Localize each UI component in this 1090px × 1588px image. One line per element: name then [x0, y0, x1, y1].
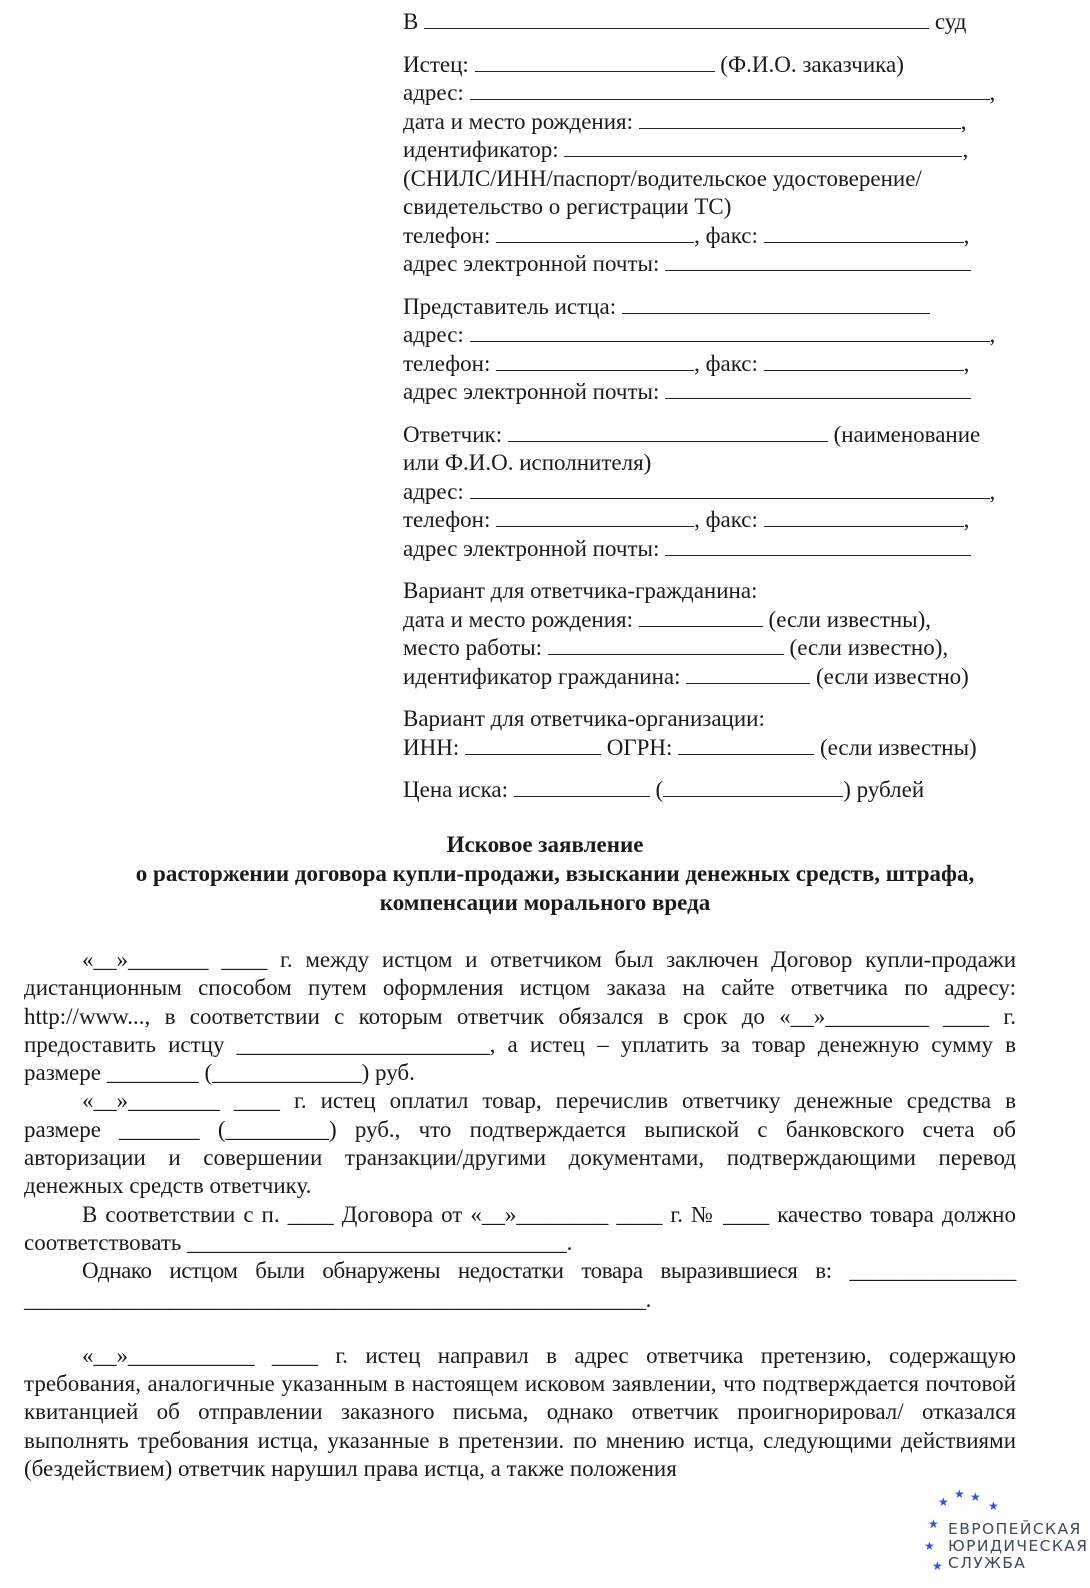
citizen-work-line: [403, 634, 1023, 663]
star-icon: ★: [932, 1559, 943, 1573]
representative-label: Представитель истца:: [403, 293, 617, 319]
star-icon: ★: [988, 1499, 999, 1513]
court-prefix: В: [403, 9, 419, 34]
citizen-id-label: идентификатор гражданина:: [403, 663, 681, 689]
plaintiff-address-line: [403, 79, 1023, 108]
plaintiff-id-line: [403, 136, 1023, 165]
defendant-address-field[interactable]: [470, 480, 990, 499]
comma: ,: [963, 222, 970, 248]
plaintiff-email-field[interactable]: [665, 252, 971, 271]
citizen-birth-label: дата и место рождения:: [403, 606, 634, 632]
plaintiff-note: (Ф.И.О. заказчика): [720, 51, 904, 77]
comma: ,: [963, 350, 970, 376]
citizen-id-line: [403, 663, 1023, 692]
representative-phone-line: [403, 350, 1023, 379]
title-line-3: компенсации морального вреда: [379, 890, 711, 915]
paragraph-payment: «__»________ ____ г. истец оплатил товар, перечислив ответчику денежные средства в размере _______ (_________) руб., что подтверждается выпиской с банковского счета об авторизации и совершении транзакции/другими документами, подтверждающими перевод денежных средств ответчику.: [24, 1088, 1016, 1199]
plaintiff-id-note-1: (СНИЛС/ИНН/паспорт/водительское удостоверение/: [403, 165, 922, 191]
claim-price-words-field[interactable]: [663, 778, 843, 797]
defendant-phone-field[interactable]: [496, 508, 694, 527]
plaintiff-fax-label: , факс:: [694, 222, 758, 248]
comma: ,: [960, 108, 967, 134]
defendant-fax-field[interactable]: [764, 508, 964, 527]
paren-open: (: [655, 777, 664, 802]
plaintiff-fax-field[interactable]: [764, 224, 964, 243]
citizen-id-note: (если известно): [816, 663, 969, 689]
comma: ,: [962, 137, 969, 162]
star-icon: ★: [928, 1517, 939, 1531]
company-logo: [920, 1488, 1090, 1588]
paragraph-claim-letter: «__»___________ ____ г. истец направил в адрес ответчика претензию, содержащую требования, аналогичные указанным в настоящем исковом заявлении, что подтверждается почтовой квитанцией об отправлении заказного письма, однако ответчик проигнорировал/ отказался выполнять требования истца, указанные в претензии. по мнению истца, следующими действиями (бездействием) ответчик нарушил права истца, а также положения: [24, 1342, 1016, 1482]
citizen-work-note: (если известно),: [789, 635, 949, 660]
defendant-email-line: [403, 535, 1023, 564]
star-icon: ★: [954, 1487, 965, 1501]
representative-phone-field[interactable]: [496, 352, 694, 371]
plaintiff-address-field[interactable]: [470, 81, 990, 100]
citizen-birth-line: [403, 606, 1023, 635]
logo-line-2: ЮРИДИЧЕСКАЯ: [948, 1537, 1089, 1555]
star-icon: ★: [924, 1539, 935, 1553]
plaintiff-name-field[interactable]: [475, 53, 715, 72]
court-suffix: суд: [934, 9, 967, 34]
plaintiff-email-label: адрес электронной почты:: [403, 251, 660, 276]
paragraph-contract: «__»_______ ____ г. между истцом и ответчиком был заключен Договор купли-продажи дистанционным способом путем оформления истцом заказа на сайте ответчика по адресу: http://www..., в соответствии с которым ответчик обязался в срок до «__»_________ ____ г. предоставить истцу ______________________, а истец – уплатить за товар денежную сумму в размере ________ (_____________) руб.: [24, 947, 1016, 1086]
org-inn-label: ИНН:: [403, 734, 460, 760]
representative-email-line: [403, 378, 1023, 407]
plaintiff-birth-line: [403, 108, 1023, 137]
defendant-label: Ответчик:: [403, 421, 503, 447]
claim-price-field[interactable]: [514, 778, 650, 797]
defendant-note-1: (наименование: [833, 421, 981, 447]
star-icon: ★: [970, 1490, 981, 1504]
org-note: (если известны): [819, 734, 977, 760]
claim-price-label: Цена иска:: [403, 777, 509, 802]
defendant-phone-label: телефон:: [403, 507, 491, 532]
defendant-note-2: или Ф.И.О. исполнителя): [403, 450, 652, 475]
star-icon: ★: [938, 1495, 949, 1509]
defendant-name-field[interactable]: [508, 423, 828, 442]
plaintiff-address-label: адрес:: [403, 80, 464, 105]
citizen-work-label: место работы:: [403, 635, 543, 660]
claim-price-line: [403, 776, 1023, 805]
court-name-field[interactable]: [424, 10, 929, 29]
plaintiff-birth-label: дата и место рождения:: [403, 108, 634, 134]
defendant-address-label: адрес:: [403, 478, 464, 504]
representative-phone-label: телефон:: [403, 350, 491, 376]
citizen-birth-note: (если известны),: [768, 606, 932, 632]
plaintiff-birth-field[interactable]: [639, 110, 961, 129]
representative-fax-field[interactable]: [764, 352, 964, 371]
comma: ,: [989, 322, 996, 347]
representative-fax-label: , факс:: [694, 350, 758, 376]
org-inn-field[interactable]: [465, 736, 601, 755]
paragraph-defects: Однако истцом были обнаружены недостатки товара выразившиеся в: _______________ ________________________________________________________.: [24, 1258, 1016, 1312]
org-ogrn-label: ОГРН:: [606, 734, 673, 760]
claim-header: [403, 8, 1023, 805]
logo-line-1: ЕВРОПЕЙСКАЯ: [948, 1520, 1082, 1538]
claim-body: [24, 946, 1016, 1483]
representative-address-label: адрес:: [403, 322, 464, 347]
logo-text: [948, 1521, 1088, 1572]
court-line: [403, 8, 1023, 37]
representative-email-field[interactable]: [665, 380, 971, 399]
document-title: [0, 830, 1090, 917]
plaintiff-id-note-2: свидетельство о регистрации ТС): [403, 194, 732, 219]
citizen-variant-title: Вариант для ответчика-гражданина:: [403, 578, 758, 603]
citizen-birth-field[interactable]: [639, 608, 763, 627]
paragraph-quality: В соответствии с п. ____ Договора от «__»________ ____ г. № ____ качество товара должно соответствовать _________________________________.: [24, 1201, 1016, 1255]
plaintiff-label: Истец:: [403, 51, 469, 77]
representative-name-field[interactable]: [622, 295, 930, 314]
logo-line-3: СЛУЖБА: [948, 1554, 1027, 1572]
defendant-line: [403, 421, 1023, 450]
plaintiff-line: [403, 51, 1023, 80]
plaintiff-phone-line: [403, 222, 1023, 251]
title-line-1: Исковое заявление: [446, 832, 644, 857]
comma: ,: [989, 478, 996, 504]
representative-email-label: адрес электронной почты:: [403, 379, 660, 404]
org-ogrn-field[interactable]: [678, 736, 814, 755]
representative-address-line: [403, 321, 1023, 350]
org-variant-title: Вариант для ответчика-организации:: [403, 706, 765, 731]
representative-line: [403, 293, 1023, 322]
defendant-fax-label: , факс:: [694, 507, 758, 532]
plaintiff-email-line: [403, 250, 1023, 279]
defendant-email-field[interactable]: [665, 537, 971, 556]
defendant-phone-line: [403, 506, 1023, 535]
claim-price-currency: ) рублей: [843, 777, 925, 802]
defendant-address-line: [403, 478, 1023, 507]
org-ids-line: [403, 734, 1023, 763]
defendant-email-label: адрес электронной почты:: [403, 535, 660, 561]
plaintiff-id-field[interactable]: [564, 138, 962, 157]
title-line-2: о расторжении договора купли-продажи, взыскании денежных средств, штрафа,: [135, 861, 975, 886]
comma: ,: [989, 80, 996, 105]
citizen-id-field[interactable]: [686, 665, 810, 684]
plaintiff-phone-field[interactable]: [496, 224, 694, 243]
plaintiff-phone-label: телефон:: [403, 222, 491, 248]
citizen-work-field[interactable]: [548, 636, 784, 655]
representative-address-field[interactable]: [470, 323, 990, 342]
plaintiff-id-label: идентификатор:: [403, 137, 559, 162]
comma: ,: [963, 507, 970, 532]
